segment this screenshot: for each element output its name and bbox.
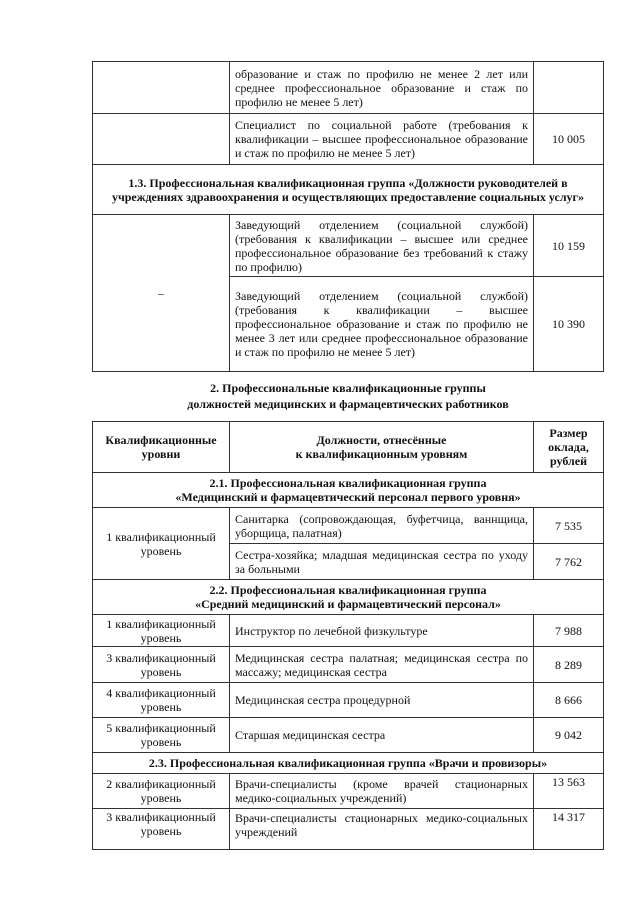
position-cell: Сестра-хозяйка; младшая медицинская сестра по уходу за больными	[230, 544, 534, 580]
level-cell: –	[93, 215, 230, 372]
level-cell: 3 квалификационный уровень	[93, 647, 230, 683]
salary-cell: 8 666	[534, 683, 604, 718]
table-header-row	[93, 422, 604, 473]
level-cell	[93, 62, 230, 114]
position-cell: Медицинская сестра процедурной	[230, 683, 534, 718]
table-row	[93, 215, 604, 277]
table-row	[93, 114, 604, 165]
position-cell: Врачи-специалисты (кроме врачей стационарных медико-социальных учреждений)	[230, 774, 534, 809]
level-cell	[93, 114, 230, 165]
position-cell: Санитарка (сопровождающая, буфетчица, ваннщица, уборщица, палатная)	[230, 508, 534, 544]
level-cell: 1 квалификационный уровень	[93, 508, 230, 580]
position-cell: Специалист по социальной работе (требования к квалификации – высшее профессиональное образование и стаж по профилю не менее 5 лет)	[230, 114, 534, 165]
position-cell: Заведующий отделением (социальной службой) (требования к квалификации – высшее профессиональное образование и стаж по профилю не менее 3 лет или среднее профессиональное образование и стаж по профилю не менее 5 лет)	[230, 277, 534, 372]
level-cell: 3 квалификационный уровень	[93, 809, 230, 850]
salary-cell: 10 390	[534, 277, 604, 372]
section-2-title: 2. Профессиональные квалификационные группы должностей медицинских и фармацевтических работников	[187, 381, 509, 411]
salary-cell: 14 317	[534, 809, 604, 850]
group-header-row	[93, 473, 604, 508]
level-cell: 4 квалификационный уровень	[93, 683, 230, 718]
salary-cell: 10 159	[534, 215, 604, 277]
salary-cell: 13 563	[534, 774, 604, 809]
header-salary: Размер оклада, рублей	[534, 422, 604, 473]
table-row	[93, 809, 604, 850]
position-cell: Врачи-специалисты стационарных медико-социальных учреждений	[230, 809, 534, 850]
salary-cell: 7 535	[534, 508, 604, 544]
position-cell: Заведующий отделением (социальной службой) (требования к квалификации – высшее или среднее профессиональное образование без требований к стажу по профилю)	[230, 215, 534, 277]
salary-cell: 7 762	[534, 544, 604, 580]
table-social-workers	[92, 61, 604, 372]
table-row	[93, 647, 604, 683]
salary-cell: 8 289	[534, 647, 604, 683]
group-title-2-1: 2.1. Профессиональная квалификационная группа «Медицинский и фармацевтический персонал первого уровня»	[93, 473, 604, 508]
position-cell: Медицинская сестра палатная; медицинская сестра по массажу; медицинская сестра	[230, 647, 534, 683]
position-cell: Старшая медицинская сестра	[230, 718, 534, 753]
group-header-row	[93, 580, 604, 615]
salary-cell: 10 005	[534, 114, 604, 165]
table-row	[93, 683, 604, 718]
table-medical-workers	[92, 421, 604, 850]
level-cell: 1 квалификационный уровень	[93, 615, 230, 647]
level-cell: 5 квалификационный уровень	[93, 718, 230, 753]
header-level: Квалификационные уровни	[93, 422, 230, 473]
position-cell: образование и стаж по профилю не менее 2 лет или среднее профессиональное образование и стаж по профилю не менее 5 лет)	[230, 62, 534, 114]
salary-cell	[534, 62, 604, 114]
table-row	[93, 615, 604, 647]
table-row	[93, 62, 604, 114]
level-cell: 2 квалификационный уровень	[93, 774, 230, 809]
group-title-1-3: 1.3. Профессиональная квалификационная группа «Должности руководителей в учреждениях здравоохранения и осуществляющих предоставление социальных услуг»	[93, 165, 604, 215]
group-title-2-3: 2.3. Профессиональная квалификационная группа «Врачи и провизоры»	[93, 753, 604, 774]
salary-cell: 7 988	[534, 615, 604, 647]
table-row	[93, 774, 604, 809]
group-header-row	[93, 753, 604, 774]
salary-cell: 9 042	[534, 718, 604, 753]
group-header-row	[93, 165, 604, 215]
header-positions: Должности, отнесённые к квалификационным уровням	[230, 422, 534, 473]
position-cell: Инструктор по лечебной физкультуре	[230, 615, 534, 647]
group-title-2-2: 2.2. Профессиональная квалификационная группа «Средний медицинский и фармацевтический персонал»	[93, 580, 604, 615]
table-row	[93, 508, 604, 544]
table-row	[93, 718, 604, 753]
